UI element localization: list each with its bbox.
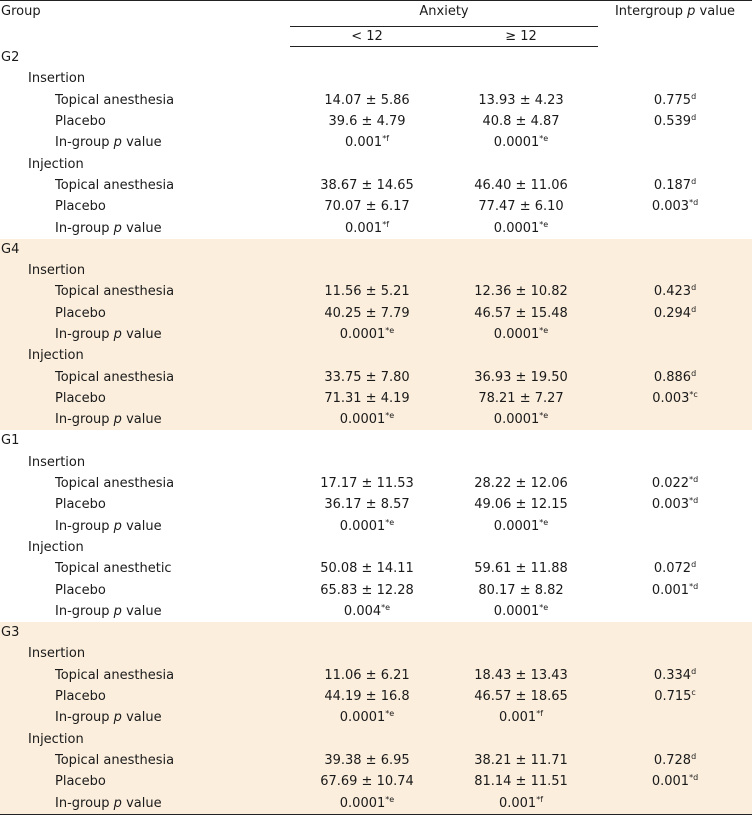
- value-text: 0.775: [653, 92, 692, 108]
- anxiety-ge12-value: [444, 686, 598, 707]
- row-label: [0, 281, 290, 302]
- footnote-marker: *e: [539, 517, 549, 527]
- section-label: Injection: [28, 156, 84, 172]
- footnote-marker: *e: [539, 134, 549, 144]
- value-text: 0.539: [653, 114, 692, 130]
- value-text: 28.22 ± 12.06: [474, 476, 568, 492]
- anxiety-ge12-value: [444, 771, 598, 792]
- ingroup-p-italic: p: [113, 603, 122, 619]
- section-name: [0, 68, 290, 89]
- value-text: 46.40 ± 11.06: [474, 177, 568, 193]
- value-text: 65.83 ± 12.28: [320, 582, 414, 598]
- intergroup-p-value: [598, 473, 752, 494]
- row-label: [0, 388, 290, 409]
- section-row: [0, 345, 752, 366]
- value-text: 0.001: [651, 774, 690, 790]
- footnote-marker: *d: [689, 496, 699, 506]
- anxiety-lt12-value: [290, 750, 444, 771]
- anxiety-ge12-value: [444, 111, 598, 132]
- footnote-marker: d: [691, 560, 697, 570]
- row-label: [0, 558, 290, 579]
- ingroup-label: [0, 707, 290, 728]
- row-label: [0, 303, 290, 324]
- ingroup-label: [0, 409, 290, 430]
- section-row: [0, 537, 752, 558]
- intergroup-p-value: [598, 771, 752, 792]
- treatment-label: Placebo: [55, 497, 106, 513]
- value-text: 0.0001: [493, 220, 540, 236]
- treatment-label: Topical anesthesia: [55, 369, 175, 385]
- ingroup-ge12-value: [444, 707, 598, 728]
- intergroup-p-label: p: [687, 4, 696, 19]
- section-name: [0, 345, 290, 366]
- intergroup-p-value: [598, 196, 752, 217]
- value-text: 0.0001: [493, 518, 540, 534]
- table-row: [0, 494, 752, 515]
- footnote-marker: *e: [385, 326, 395, 335]
- group-label: G3: [1, 625, 20, 641]
- section-row: [0, 153, 752, 174]
- ingroup-value-text: value: [126, 220, 162, 236]
- anxiety-lt12-header: < 12: [290, 27, 444, 47]
- intergroup-p-value: [598, 494, 752, 515]
- value-text: 0.0001: [493, 135, 540, 151]
- section-name: [0, 643, 290, 664]
- row-label: [0, 686, 290, 707]
- footnote-marker: *e: [539, 219, 549, 229]
- group-row: [0, 47, 752, 69]
- value-text: 14.07 ± 5.86: [324, 92, 410, 108]
- value-text: 11.06 ± 6.21: [324, 667, 410, 683]
- treatment-label: Topical anesthesia: [55, 284, 175, 300]
- ingroup-ge12-value: [444, 516, 598, 537]
- footnote-marker: d: [691, 368, 697, 378]
- value-text: 0.003: [651, 497, 690, 513]
- section-row: [0, 729, 752, 750]
- row-label: [0, 366, 290, 387]
- section-name: [0, 537, 290, 558]
- intergroup-p-value: [598, 686, 752, 707]
- treatment-label: Topical anesthesia: [55, 476, 175, 492]
- section-name: [0, 260, 290, 281]
- value-text: 44.19 ± 16.8: [324, 689, 410, 705]
- group-label: G2: [1, 49, 20, 65]
- intergroup-p-value: [598, 303, 752, 324]
- ingroup-value-text: value: [126, 603, 162, 619]
- ingroup-text: In-group: [55, 710, 110, 726]
- value-text: 78.21 ± 7.27: [478, 390, 564, 406]
- section-label: Injection: [28, 539, 84, 555]
- section-label: Insertion: [28, 71, 86, 87]
- anxiety-lt12-value: [290, 665, 444, 686]
- footnote-marker: c: [691, 688, 696, 698]
- ingroup-value-text: value: [126, 412, 162, 428]
- footnote-marker: *f: [382, 219, 390, 229]
- group-name: [0, 622, 290, 643]
- value-text: 0.0001: [493, 412, 540, 428]
- anxiety-ge12-value: [444, 494, 598, 515]
- table-row: [0, 175, 752, 196]
- footnote-marker: *f: [536, 794, 544, 804]
- anxiety-lt12-value: [290, 771, 444, 792]
- group-column-header: Group: [0, 1, 290, 47]
- anxiety-lt12-value: [290, 686, 444, 707]
- group-name: [0, 239, 290, 260]
- value-text: 36.93 ± 19.50: [474, 369, 568, 385]
- ingroup-p-italic: p: [113, 710, 122, 726]
- footnote-marker: *e: [385, 794, 395, 804]
- value-text: 17.17 ± 11.53: [320, 476, 414, 492]
- section-label: Injection: [28, 731, 84, 747]
- section-name: [0, 729, 290, 750]
- anxiety-lt12-value: [290, 90, 444, 111]
- intergroup-p-value: [598, 90, 752, 111]
- group-block-g4: [0, 239, 752, 431]
- row-label: [0, 750, 290, 771]
- section-row: [0, 643, 752, 664]
- value-text: 0.0001: [339, 795, 386, 811]
- ingroup-text: In-group: [55, 220, 110, 236]
- treatment-label: Placebo: [55, 114, 106, 130]
- intergroup-p-value: [598, 388, 752, 409]
- intergroup-label: Intergroup: [614, 4, 683, 19]
- value-text: 0.423: [653, 284, 692, 300]
- row-label: [0, 665, 290, 686]
- anxiety-lt12-value: [290, 558, 444, 579]
- group-name: [0, 430, 290, 451]
- ingroup-ge12-value: [444, 217, 598, 238]
- ingroup-ge12-value: [444, 792, 598, 814]
- anxiety-label: Anxiety: [419, 4, 469, 19]
- treatment-label: Placebo: [55, 390, 106, 406]
- ingroup-value-text: value: [126, 518, 162, 534]
- anxiety-ge12-value: [444, 473, 598, 494]
- anxiety-ge12-header: ≥ 12: [444, 27, 598, 47]
- ingroup-row: [0, 324, 752, 345]
- anxiety-lt12-value: [290, 196, 444, 217]
- intergroup-p-value: [598, 111, 752, 132]
- section-row: [0, 68, 752, 89]
- anxiety-ge12-value: [444, 281, 598, 302]
- value-text: 0.004: [343, 603, 382, 619]
- table-row: [0, 303, 752, 324]
- value-text: 70.07 ± 6.17: [324, 199, 410, 215]
- value-text: 0.0001: [493, 327, 540, 342]
- ingroup-text: In-group: [55, 518, 110, 534]
- anxiety-ge12-value: [444, 558, 598, 579]
- ingroup-ge12-value: [444, 601, 598, 622]
- value-text: 0.0001: [339, 518, 386, 534]
- treatment-label: Topical anesthesia: [55, 752, 175, 768]
- intergroup-p-value: [598, 579, 752, 600]
- footnote-marker: *f: [382, 134, 390, 144]
- anxiety-ge12-value: [444, 665, 598, 686]
- section-row: [0, 260, 752, 281]
- treatment-label: Topical anesthesia: [55, 667, 175, 683]
- value-text: 11.56 ± 5.21: [324, 284, 410, 300]
- anxiety-lt12-value: [290, 303, 444, 324]
- footnote-marker: d: [691, 304, 697, 314]
- group-row: [0, 622, 752, 643]
- footnote-marker: *d: [689, 475, 699, 485]
- value-text: 0.0001: [339, 710, 386, 726]
- value-text: 12.36 ± 10.82: [474, 284, 568, 300]
- value-text: 39.38 ± 6.95: [324, 752, 410, 768]
- treatment-label: Topical anesthesia: [55, 92, 175, 108]
- anxiety-lt12-value: [290, 494, 444, 515]
- footnote-marker: d: [691, 176, 697, 186]
- ingroup-p-italic: p: [113, 135, 122, 151]
- value-text: 0.294: [653, 305, 692, 321]
- row-label: [0, 771, 290, 792]
- ingroup-label: [0, 516, 290, 537]
- table-row: [0, 686, 752, 707]
- ingroup-value-text: value: [126, 710, 162, 726]
- ingroup-p-italic: p: [113, 327, 122, 342]
- group-block-g1: [0, 430, 752, 622]
- ingroup-label: [0, 132, 290, 153]
- ingroup-text: In-group: [55, 327, 110, 342]
- footnote-marker: *e: [539, 326, 549, 335]
- anxiety-ge12-value: [444, 366, 598, 387]
- intergroup-p-value: [598, 558, 752, 579]
- section-label: Injection: [28, 348, 84, 364]
- value-text: 0.0001: [339, 327, 386, 342]
- ingroup-value-text: value: [126, 795, 162, 811]
- group-block-g3: [0, 622, 752, 814]
- row-label: [0, 579, 290, 600]
- footnote-marker: *e: [539, 411, 549, 421]
- value-text: 36.17 ± 8.57: [324, 497, 410, 513]
- ingroup-label: [0, 324, 290, 345]
- table-row: [0, 750, 752, 771]
- treatment-label: Placebo: [55, 199, 106, 215]
- section-label: Insertion: [28, 646, 86, 662]
- ingroup-label: [0, 601, 290, 622]
- ingroup-p-italic: p: [113, 220, 122, 236]
- table-row: [0, 111, 752, 132]
- ingroup-row: [0, 217, 752, 238]
- value-text: 0.0001: [493, 603, 540, 619]
- table-row: [0, 579, 752, 600]
- ingroup-row: [0, 601, 752, 622]
- anxiety-lt12-value: [290, 111, 444, 132]
- value-text: 40.25 ± 7.79: [324, 305, 410, 321]
- value-text: 38.21 ± 11.71: [474, 752, 568, 768]
- footnote-marker: d: [691, 283, 697, 293]
- anxiety-lt12-value: [290, 281, 444, 302]
- ingroup-p-italic: p: [113, 795, 122, 811]
- ingroup-row: [0, 516, 752, 537]
- ingroup-value-text: value: [126, 135, 162, 151]
- anxiety-ge12-value: [444, 388, 598, 409]
- anxiety-ge12-value: [444, 196, 598, 217]
- ingroup-text: In-group: [55, 795, 110, 811]
- value-text: 40.8 ± 4.87: [482, 114, 560, 130]
- value-text: 38.67 ± 14.65: [320, 177, 414, 193]
- row-label: [0, 90, 290, 111]
- anxiety-ge12-value: [444, 90, 598, 111]
- ingroup-lt12-value: [290, 324, 444, 345]
- row-label: [0, 473, 290, 494]
- section-label: Insertion: [28, 263, 86, 279]
- footnote-marker: *d: [689, 198, 699, 208]
- table-row: [0, 665, 752, 686]
- footnote-marker: *e: [385, 517, 395, 527]
- ingroup-label: [0, 217, 290, 238]
- ingroup-row: [0, 707, 752, 728]
- anxiety-column-header: [290, 1, 598, 27]
- table-row: [0, 473, 752, 494]
- value-text: 0.001: [498, 710, 537, 726]
- anxiety-ge12-value: [444, 303, 598, 324]
- footnote-marker: *c: [689, 389, 698, 399]
- group-row: [0, 430, 752, 451]
- value-text: 59.61 ± 11.88: [474, 561, 568, 577]
- value-text: 49.06 ± 12.15: [474, 497, 568, 513]
- value-text: 0.001: [651, 582, 690, 598]
- table-row: [0, 90, 752, 111]
- table-row: [0, 388, 752, 409]
- intergroup-p-value: [598, 366, 752, 387]
- table-row: [0, 281, 752, 302]
- anxiety-lt12-value: [290, 366, 444, 387]
- ingroup-text: In-group: [55, 135, 110, 151]
- treatment-label: Topical anesthesia: [55, 177, 175, 193]
- section-label: Insertion: [28, 454, 86, 470]
- ingroup-text: In-group: [55, 603, 110, 619]
- value-text: 0.886: [653, 369, 692, 385]
- intergroup-p-value: [598, 665, 752, 686]
- value-text: 77.47 ± 6.10: [478, 199, 564, 215]
- ingroup-ge12-value: [444, 324, 598, 345]
- intergroup-p-value: [598, 281, 752, 302]
- section-row: [0, 452, 752, 473]
- anxiety-lt12-value: [290, 473, 444, 494]
- group-row: [0, 239, 752, 260]
- value-text: 71.31 ± 4.19: [324, 390, 410, 406]
- row-label: [0, 196, 290, 217]
- footnote-marker: d: [691, 113, 697, 123]
- value-text: 46.57 ± 15.48: [474, 305, 568, 321]
- section-name: [0, 452, 290, 473]
- value-text: 80.17 ± 8.82: [478, 582, 564, 598]
- treatment-label: Topical anesthetic: [55, 561, 172, 577]
- footnote-marker: d: [691, 751, 697, 761]
- table-row: [0, 366, 752, 387]
- anxiety-ge12-value: [444, 750, 598, 771]
- value-text: 0.0001: [339, 412, 386, 428]
- value-text: 0.001: [344, 220, 383, 236]
- section-name: [0, 153, 290, 174]
- intergroup-p-value: [598, 750, 752, 771]
- table-row: [0, 558, 752, 579]
- anxiety-lt12-value: [290, 388, 444, 409]
- footnote-marker: d: [691, 666, 697, 676]
- treatment-label: Placebo: [55, 774, 106, 790]
- row-label: [0, 175, 290, 196]
- ingroup-p-italic: p: [113, 412, 122, 428]
- value-text: 33.75 ± 7.80: [324, 369, 410, 385]
- footnote-marker: *f: [536, 709, 544, 719]
- footnote-marker: *e: [385, 709, 395, 719]
- group-label: G4: [1, 241, 20, 257]
- value-text: 18.43 ± 13.43: [474, 667, 568, 683]
- ingroup-text: In-group: [55, 412, 110, 428]
- value-text: 81.14 ± 11.51: [474, 774, 568, 790]
- table-row: [0, 771, 752, 792]
- anxiety-ge12-value: [444, 175, 598, 196]
- value-text: 46.57 ± 18.65: [474, 689, 568, 705]
- value-text: 13.93 ± 4.23: [478, 92, 564, 108]
- footnote-marker: *e: [385, 411, 395, 421]
- treatment-label: Placebo: [55, 582, 106, 598]
- value-text: 39.6 ± 4.79: [328, 114, 406, 130]
- footnote-marker: *e: [381, 602, 391, 612]
- ingroup-row: [0, 409, 752, 430]
- ingroup-lt12-value: [290, 217, 444, 238]
- value-text: 0.072: [653, 561, 692, 577]
- anxiety-lt12-value: [290, 579, 444, 600]
- anxiety-ge12-value: [444, 579, 598, 600]
- value-text: 0.022: [651, 476, 690, 492]
- value-text: 0.728: [653, 752, 692, 768]
- row-label: [0, 494, 290, 515]
- footnote-marker: *d: [689, 773, 699, 783]
- value-text: 0.334: [653, 667, 692, 683]
- intergroup-p-value: [598, 175, 752, 196]
- ingroup-p-italic: p: [113, 518, 122, 534]
- value-text: 67.69 ± 10.74: [320, 774, 414, 790]
- ingroup-value-text: value: [126, 327, 162, 342]
- ingroup-row: [0, 132, 752, 153]
- ingroup-row: [0, 792, 752, 814]
- intergroup-column-header: [598, 1, 752, 47]
- ingroup-lt12-value: [290, 132, 444, 153]
- value-text: 0.003: [651, 199, 690, 215]
- treatment-label: Placebo: [55, 689, 106, 705]
- footnote-marker: *e: [539, 602, 549, 612]
- treatment-label: Placebo: [55, 305, 106, 321]
- table-header: [0, 1, 752, 47]
- ingroup-label: [0, 792, 290, 814]
- value-text: 0.187: [653, 177, 692, 193]
- table-row: [0, 196, 752, 217]
- ingroup-lt12-value: [290, 792, 444, 814]
- value-text: 50.08 ± 14.11: [320, 561, 414, 577]
- group-name: [0, 47, 290, 69]
- ingroup-ge12-value: [444, 409, 598, 430]
- value-text: 0.001: [344, 135, 383, 151]
- ingroup-ge12-value: [444, 132, 598, 153]
- group-block-g2: [0, 47, 752, 239]
- ingroup-lt12-value: [290, 409, 444, 430]
- value-text: 0.003: [652, 390, 690, 406]
- footnote-marker: d: [691, 91, 697, 101]
- intergroup-value-label: value: [699, 4, 736, 19]
- row-label: [0, 111, 290, 132]
- ingroup-lt12-value: [290, 516, 444, 537]
- footnote-marker: *d: [689, 581, 699, 591]
- group-label: G1: [1, 433, 20, 449]
- anxiety-lt12-value: [290, 175, 444, 196]
- ingroup-lt12-value: [290, 707, 444, 728]
- value-text: 0.715: [654, 689, 692, 705]
- ingroup-lt12-value: [290, 601, 444, 622]
- value-text: 0.001: [498, 795, 537, 811]
